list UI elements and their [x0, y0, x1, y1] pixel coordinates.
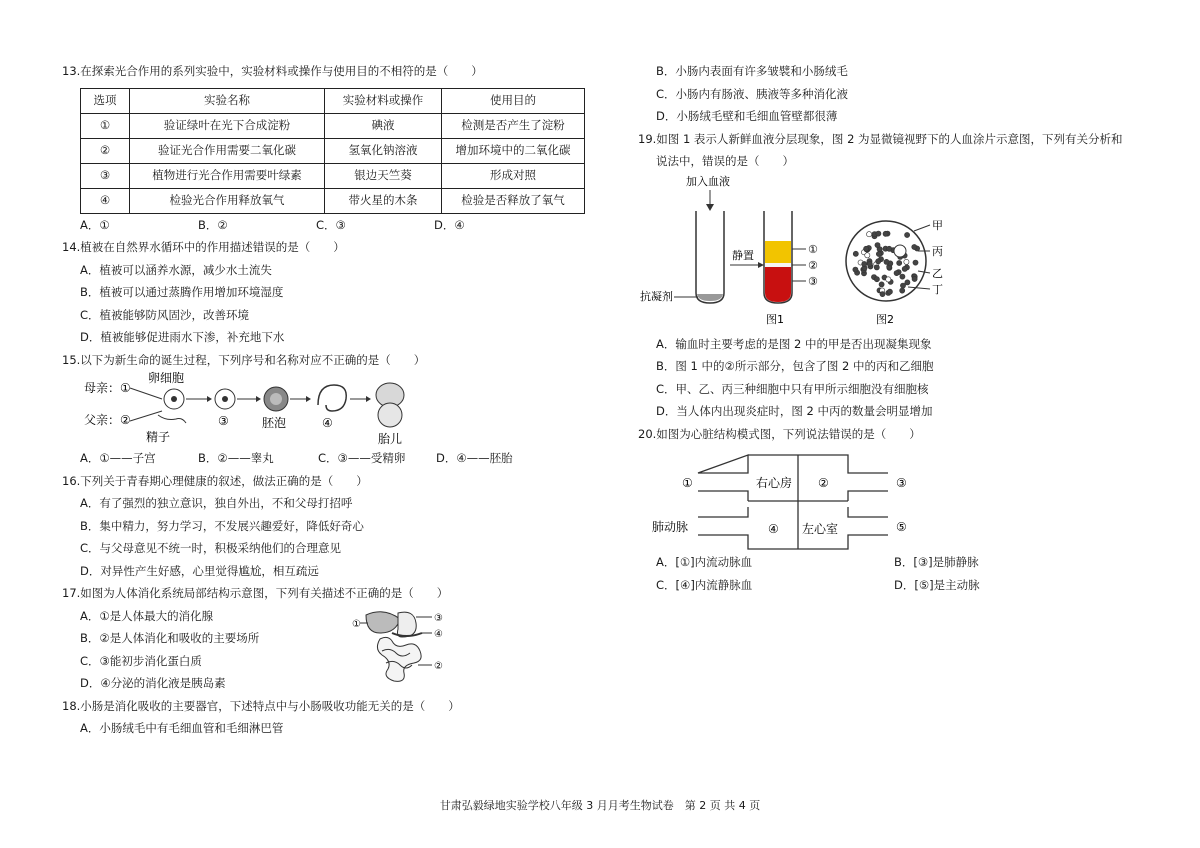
arrow-head-icon — [207, 396, 212, 402]
blood-cell-icon — [887, 289, 892, 294]
blood-cell-icon — [876, 251, 881, 256]
table-cell: ④ — [81, 188, 130, 213]
layer-label-1: ① — [808, 242, 818, 256]
q14-option-a[interactable]: A．植被可以涵养水源，减少水土流失 — [80, 262, 272, 277]
blood-cell-icon — [886, 276, 891, 281]
blood-cell-icon — [902, 266, 907, 271]
blastocyst-inner-icon — [270, 393, 282, 405]
blood-diagram — [638, 173, 968, 333]
stomach-icon — [398, 612, 417, 637]
table-header: 使用目的 — [442, 88, 585, 113]
blood-cell-icon — [862, 261, 867, 266]
q17-option-a[interactable]: A．①是人体最大的消化腺 — [80, 608, 214, 623]
heart-diagram — [638, 445, 938, 551]
blood-cell-icon — [894, 270, 899, 275]
q13-option-d[interactable]: D．④ — [434, 217, 465, 232]
blood-cell-icon — [865, 252, 870, 257]
q20-option-a[interactable]: A．[①]内流动脉血 — [656, 555, 753, 569]
zygote-nucleus-icon — [222, 396, 228, 402]
q15-option-c[interactable]: C．③——受精卵 — [318, 451, 406, 465]
blood-cell-icon — [884, 259, 889, 264]
table-row — [81, 188, 585, 213]
q17-option-c[interactable]: C．③能初步消化蛋白质 — [80, 653, 202, 668]
blood-cell-icon — [879, 281, 884, 286]
q16-option-c[interactable]: C．与父母意见不统一时，积极采纳他们的合理意见 — [80, 541, 342, 555]
heart-outline-icon — [698, 455, 888, 549]
label-3: ③ — [896, 476, 907, 490]
table-row — [81, 163, 585, 188]
q16-stem: 16.下列关于青春期心理健康的叙述，做法正确的是（ ） — [62, 473, 368, 488]
label-4: ④ — [434, 628, 443, 640]
arrow-head-icon — [366, 396, 371, 402]
blood-cell-icon — [900, 274, 905, 279]
q15-options — [80, 447, 590, 470]
q16-option-d[interactable]: D．对异性产生好感，心里觉得尴尬，相互疏远 — [80, 563, 319, 578]
table-cell: 检测是否产生了淀粉 — [442, 113, 585, 138]
test-tube-1-icon — [696, 211, 724, 303]
arrow-down-icon — [706, 204, 714, 211]
blood-cell-icon — [904, 259, 909, 264]
blastocyst-label: 胚泡 — [262, 416, 287, 430]
table-cell: 氢氧化钠溶液 — [325, 138, 442, 163]
table-row — [81, 138, 585, 163]
q20-option-d[interactable]: D．[⑤]是主动脉 — [894, 577, 980, 592]
layer-label-3: ③ — [808, 274, 818, 288]
fetus-label: 胎儿 — [378, 432, 403, 446]
q19-stem-line2: 说法中，错误的是（ ） — [656, 154, 794, 168]
q15-option-b[interactable]: B．②——睾丸 — [198, 451, 274, 465]
cell-label-bing: 丙 — [932, 244, 943, 258]
q16-option-b[interactable]: B．集中精力，努力学习，不发展兴趣爱好，降低好奇心 — [80, 518, 364, 533]
q14-option-c[interactable]: C．植被能够防风固沙，改善环境 — [80, 307, 250, 322]
arrow-head-icon — [758, 262, 764, 268]
blood-cell-icon — [912, 276, 917, 281]
label-3: ③ — [434, 612, 443, 624]
blood-cell-icon — [874, 276, 879, 281]
q13-option-b[interactable]: B．② — [198, 217, 228, 232]
q14-stem: 14.植被在自然界水循环中的作用描述错误的是（ ） — [62, 240, 345, 254]
table-cell: 验证绿叶在光下合成淀粉 — [130, 113, 325, 138]
blood-figure — [638, 173, 1143, 333]
blood-cell-icon — [867, 231, 872, 236]
embryo-number: ④ — [322, 416, 333, 430]
table-cell: 银边天竺葵 — [325, 163, 442, 188]
q17-option-d[interactable]: D．④分泌的消化液是胰岛素 — [80, 676, 226, 690]
q13-option-a[interactable]: A．① — [80, 217, 110, 232]
zygote-number: ③ — [218, 414, 229, 428]
blood-cell-icon — [883, 231, 888, 236]
buffy-coat-layer — [765, 263, 791, 267]
anticoagulant-label: 抗凝剂 — [640, 289, 673, 303]
blood-cell-icon — [853, 251, 858, 256]
table-header: 实验名称 — [130, 88, 325, 113]
blood-cell-icon — [876, 258, 881, 263]
small-intestine-icon — [377, 637, 421, 681]
right-column — [638, 60, 1143, 596]
table-cell: 碘液 — [325, 113, 442, 138]
left-column — [62, 60, 590, 740]
q17-block — [62, 605, 590, 695]
blood-cell-icon — [900, 283, 905, 288]
table-cell: 增加环境中的二氧化碳 — [442, 138, 585, 163]
fertilization-diagram — [62, 371, 482, 447]
label-2: ② — [434, 660, 443, 672]
q18-option-c[interactable]: C．小肠内有肠液、胰液等多种消化液 — [656, 86, 849, 101]
q20-stem: 20.如图为心脏结构模式图，下列说法错误的是（ ） — [638, 426, 921, 441]
q19-stem-line1: 19.如图 1 表示人新鲜血液分层现象，图 2 为显微镜视野下的人血涂片示意图，下列有关分析和 — [638, 131, 1123, 146]
q17-stem: 17.如图为人体消化系统局部结构示意图，下列有关描述不正确的是（ ） — [62, 586, 449, 600]
blood-cell-icon — [880, 291, 885, 296]
father-label: 父亲：② — [84, 413, 131, 427]
heart-figure — [638, 445, 1143, 551]
blood-cell-icon — [905, 279, 910, 284]
table-cell: 检验是否释放了氧气 — [442, 188, 585, 213]
embryo-icon — [318, 385, 346, 411]
arrow-head-icon — [306, 396, 311, 402]
mother-label: 母亲：① — [84, 381, 131, 395]
q18-option-d[interactable]: D．小肠绒毛壁和毛细血管壁都很薄 — [656, 109, 838, 123]
fetus-body-icon — [378, 403, 402, 427]
label-4: ④ — [768, 522, 779, 536]
fig2-caption: 图2 — [876, 312, 894, 326]
white-cell-icon — [894, 245, 906, 257]
cell-label-jia: 甲 — [932, 218, 943, 232]
table-cell: ② — [81, 138, 130, 163]
egg-nucleus-icon — [171, 396, 177, 402]
table-cell: 带火星的木条 — [325, 188, 442, 213]
sperm-label: 精子 — [146, 430, 171, 444]
arrow-line — [130, 388, 162, 399]
q14-option-b[interactable]: B．植被可以通过蒸腾作用增加环境湿度 — [80, 285, 284, 299]
table-row — [81, 113, 585, 138]
liver-icon — [366, 611, 400, 632]
sperm-icon — [158, 415, 186, 423]
add-blood-label: 加入血液 — [686, 174, 730, 188]
q19-option-b[interactable]: B．图 1 中的②所示部分，包含了图 2 中的丙和乙细胞 — [656, 359, 934, 373]
q18-option-b[interactable]: B．小肠内表面有许多皱襞和小肠绒毛 — [656, 64, 848, 78]
q20-options-row1 — [656, 551, 1143, 574]
q13-option-c[interactable]: C．③ — [316, 217, 346, 232]
pointer-line — [914, 225, 930, 231]
blood-cell-icon — [913, 260, 918, 265]
q13-options — [80, 214, 590, 237]
table-cell: 检验光合作用释放氧气 — [130, 188, 325, 213]
blood-cell-icon — [900, 288, 905, 293]
blood-cell-icon — [875, 242, 880, 247]
table-cell: ① — [81, 113, 130, 138]
table-header: 实验材料或操作 — [325, 88, 442, 113]
red-cell-layer — [765, 267, 791, 302]
label-1: ① — [682, 476, 693, 490]
blood-cell-icon — [912, 244, 917, 249]
fertilization-figure — [62, 371, 590, 447]
blood-cell-icon — [874, 264, 879, 269]
q15-option-a[interactable]: A．①——子宫 — [80, 451, 156, 465]
blood-cell-icon — [853, 267, 858, 272]
blood-cell-icon — [867, 261, 872, 266]
table-header-row — [81, 88, 585, 113]
blood-cell-icon — [876, 231, 881, 236]
left-ventricle-label: 左心室 — [802, 522, 839, 536]
blood-cell-icon — [887, 246, 892, 251]
q18-option-a[interactable]: A．小肠绒毛中有毛细血管和毛细淋巴管 — [80, 721, 284, 735]
pulmonary-artery-label: 肺动脉 — [652, 520, 689, 534]
q14-option-d[interactable]: D．植被能够促进雨水下渗，补充地下水 — [80, 330, 285, 344]
cell-label-yi: 乙 — [932, 266, 943, 280]
q19-option-d[interactable]: D．当人体内出现炎症时，图 2 中丙的数量会明显增加 — [656, 404, 933, 418]
q18-stem: 18.小肠是消化吸收的主要器官，下述特点中与小肠吸收功能无关的是（ ） — [62, 698, 460, 713]
q20-option-c[interactable]: C．[④]内流静脉血 — [656, 577, 753, 592]
digestive-system-diagram — [352, 605, 452, 695]
fig1-caption: 图1 — [766, 312, 784, 326]
table-cell: 验证光合作用需要二氧化碳 — [130, 138, 325, 163]
anticoagulant-fill-icon — [697, 294, 723, 301]
q20-options-row2 — [656, 574, 1143, 597]
table-cell: 形成对照 — [442, 163, 585, 188]
egg-label: 卵细胞 — [148, 371, 185, 385]
blood-cell-icon — [905, 232, 910, 237]
q19-option-c[interactable]: C．甲、乙、丙三种细胞中只有甲所示细胞没有细胞核 — [656, 381, 929, 396]
q15-option-d[interactable]: D．④——胚胎 — [436, 451, 513, 465]
stand-label: 静置 — [732, 248, 754, 262]
layer-label-2: ② — [808, 258, 818, 272]
label-5: ⑤ — [896, 520, 907, 534]
q13-table — [80, 88, 585, 214]
q15-stem: 15.以下为新生命的诞生过程，下列序号和名称对应不正确的是（ ） — [62, 352, 426, 367]
table-cell: 植物进行光合作用需要叶绿素 — [130, 163, 325, 188]
q13-stem: 13.在探索光合作用的系列实验中，实验材料或操作与使用目的不相符的是（ ） — [62, 64, 483, 78]
label-2: ② — [818, 476, 829, 490]
blood-cell-icon — [864, 246, 869, 251]
label-1: ① — [352, 618, 361, 630]
right-atrium-label: 右心房 — [756, 476, 793, 490]
page-footer: 甘肃弘毅绿地实验学校八年级 3 月月考生物试卷 第 2 页 共 4 页 — [439, 799, 761, 812]
q16-option-a[interactable]: A．有了强烈的独立意识，独自外出，不和父母打招呼 — [80, 496, 353, 510]
arrow-head-icon — [256, 396, 261, 402]
q17-option-b[interactable]: B．②是人体消化和吸收的主要场所 — [80, 631, 260, 645]
table-header: 选项 — [81, 88, 130, 113]
plasma-layer — [765, 241, 791, 263]
cell-label-ding: 丁 — [932, 282, 943, 296]
q20-option-b[interactable]: B．[③]是肺静脉 — [894, 555, 979, 569]
arrow-line — [130, 411, 162, 421]
q19-option-a[interactable]: A．输血时主要考虑的是图 2 中的甲是否出现凝集现象 — [656, 336, 932, 351]
blood-cell-icon — [897, 260, 902, 265]
table-cell: ③ — [81, 163, 130, 188]
